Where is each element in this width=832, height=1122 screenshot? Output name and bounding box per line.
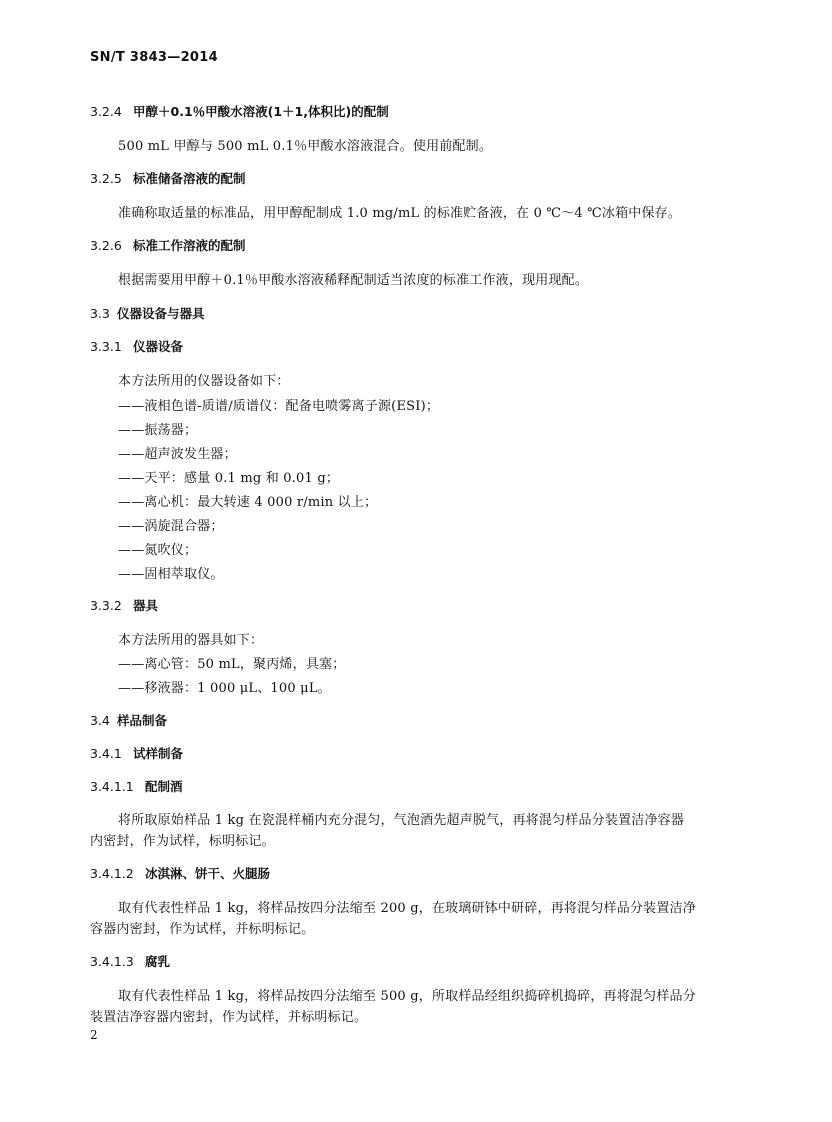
page-number: 2	[90, 1028, 98, 1042]
list-item: ——天平：感量 0.1 mg 和 0.01 g；	[118, 471, 340, 486]
paragraph: 500 mL 甲醇与 500 mL 0.1％甲酸水溶液混合。使用前配制。	[118, 139, 493, 154]
section-title: 腐乳	[145, 954, 171, 969]
section-number: 3.4.1.3	[90, 954, 134, 969]
section-heading-3-2-4	[90, 102, 389, 120]
section-title: 标准储备溶液的配制	[133, 171, 246, 186]
section-number: 3.2.6	[90, 238, 122, 253]
section-heading-3-4	[90, 711, 167, 729]
list-item: ——离心机：最大转速 4 000 r/min 以上；	[118, 495, 378, 510]
list-item: ——固相萃取仪。	[118, 567, 224, 582]
section-number: 3.2.4	[90, 104, 122, 119]
list-item: ——氮吹仪；	[118, 543, 198, 558]
section-heading-3-3	[90, 304, 205, 322]
section-title: 试样制备	[133, 746, 184, 761]
list-item: ——液相色谱-质谱/质谱仪：配备电喷雾离子源(ESI)；	[118, 399, 440, 414]
list-item: ——超声波发生器；	[118, 447, 237, 462]
section-heading-3-2-5	[90, 169, 246, 187]
section-heading-3-3-2	[90, 596, 158, 614]
section-heading-3-2-6	[90, 236, 246, 254]
paragraph: 本方法所用的器具如下：	[118, 633, 264, 648]
paragraph: 本方法所用的仪器设备如下：	[118, 374, 290, 389]
section-number: 3.4.1.1	[90, 779, 134, 794]
section-title: 仪器设备	[133, 339, 184, 354]
paragraph-continued: 装置洁净容器内密封，作为试样，并标明标记。	[90, 1010, 368, 1025]
section-title: 配制酒	[145, 779, 183, 794]
section-heading-3-4-1-1	[90, 777, 183, 795]
list-item: ——涡旋混合器；	[118, 519, 224, 534]
section-number: 3.2.5	[90, 171, 122, 186]
paragraph: 准确称取适量的标准品，用甲醇配制成 1.0 mg/mL 的标准贮备液，在 0 ℃～4 ℃冰箱中保存。	[118, 206, 682, 221]
section-title: 样品制备	[117, 713, 168, 728]
section-number: 3.4	[90, 713, 110, 728]
paragraph: 将所取原始样品 1 kg 在瓷混样桶内充分混匀，气泡酒先超声脱气，再将混匀样品分装置洁净容器	[118, 813, 685, 828]
list-item: ——离心管：50 mL，聚丙烯，具塞；	[118, 657, 346, 672]
section-number: 3.4.1.2	[90, 866, 134, 881]
paragraph-continued: 容器内密封，作为试样，并标明标记。	[90, 922, 315, 937]
section-title: 标准工作溶液的配制	[133, 238, 246, 253]
list-item: ——振荡器；	[118, 423, 198, 438]
section-heading-3-3-1	[90, 337, 183, 355]
section-heading-3-4-1-3	[90, 952, 170, 970]
section-title: 甲醇＋0.1％甲酸水溶液(1＋1,体积比)的配制	[133, 104, 389, 119]
section-heading-3-4-1	[90, 744, 183, 762]
section-title: 器具	[133, 598, 159, 613]
list-item: ——移液器：1 000 μL、100 μL。	[118, 681, 331, 696]
section-number: 3.3	[90, 306, 110, 321]
section-number: 3.3.1	[90, 339, 122, 354]
paragraph: 取有代表性样品 1 kg，将样品按四分法缩至 200 g，在玻璃研钵中研碎，再将混匀样品分装置洁净	[118, 901, 696, 916]
section-title: 冰淇淋、饼干、火腿肠	[145, 866, 271, 881]
section-heading-3-4-1-2	[90, 864, 270, 882]
paragraph: 根据需要用甲醇＋0.1％甲酸水溶液稀释配制适当浓度的标准工作液，现用现配。	[118, 273, 589, 288]
standard-code: SN/T 3843—2014	[90, 50, 218, 65]
paragraph-continued: 内密封，作为试样，标明标记。	[90, 834, 275, 849]
section-title: 仪器设备与器具	[117, 306, 205, 321]
section-number: 3.4.1	[90, 746, 122, 761]
section-number: 3.3.2	[90, 598, 122, 613]
paragraph: 取有代表性样品 1 kg，将样品按四分法缩至 500 g，所取样品经组织捣碎机捣碎，再将混匀样品分	[118, 989, 696, 1004]
